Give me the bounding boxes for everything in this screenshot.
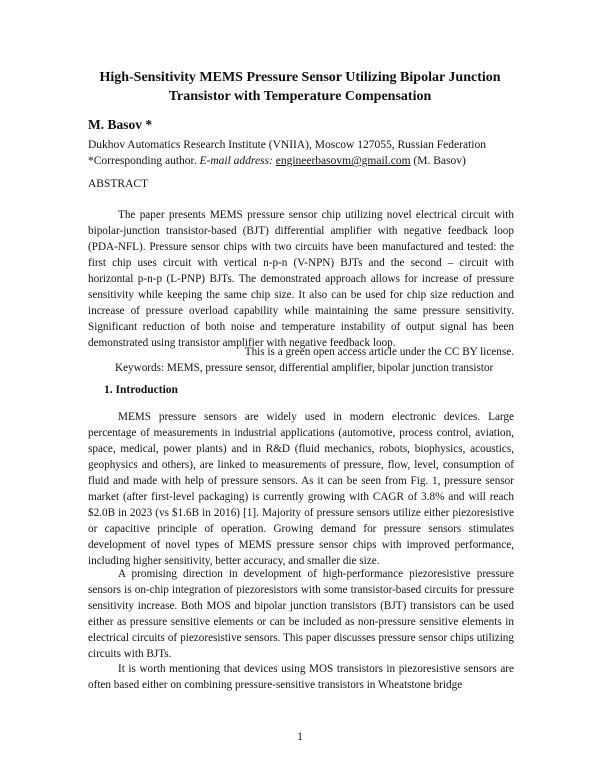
email-label: E-mail address: bbox=[199, 155, 276, 167]
intro-paragraph: A promising direction in development of high-performance piezoresistive pressure sensors is on-chip integration of piezoresistors with some transistor-based circuits for pressure sensitivity increase. Both MOS and bipolar junction transistors (BJT) transistors can be used either as pressure sensitive elements or can be included as non-pressure sensitive elements in electrical circuits of piezoresistive sensors. This paper discusses pressure sensor chips utilizing circuits with BJTs. bbox=[88, 568, 514, 660]
email-link[interactable]: engineerbasovm@gmail.com bbox=[275, 155, 411, 167]
abstract-heading: ABSTRACT bbox=[88, 178, 149, 190]
keywords: Keywords: MEMS, pressure sensor, differential amplifier, bipolar junction transistor bbox=[115, 362, 494, 374]
license-note: This is a green open access article under the CC BY license. bbox=[244, 346, 514, 358]
corresponding-prefix: *Corresponding author. bbox=[88, 155, 200, 167]
author-name: M. Basov * bbox=[88, 117, 153, 132]
page-number: 1 bbox=[297, 731, 303, 743]
corresponding-author-line bbox=[88, 153, 466, 169]
intro-paragraph: It is worth mentioning that devices using MOS transistors in piezoresistive sensors are often based either on combining pressure-sensitive transistors in Wheatstone bridge bbox=[88, 663, 514, 691]
author-affiliation: Dukhov Automatics Research Institute (VNIIA), Moscow 127055, Russian Federation bbox=[88, 139, 486, 151]
intro-paragraph: MEMS pressure sensors are widely used in modern electronic devices. Large percentage of measurements in industrial applications (automotive, process control, aviation, space, medical, power plants) and in R&D (fluid mechanics, robots, biophysics, acoustics, geophysics and others), are linked to measurements of pressure, flow, level, consumption of fluid and made with help of pressure sensors. As it can be seen from Fig. 1, pressure sensor market (after first-level packaging) is currently growing with CAGR of 3.8% and will reach $2.0B in 2023 (vs $1.6B in 2016) [1]. Majority of pressure sensors utilize either piezoresistive or capacitive principle of operation. Growing demand for pressure sensors stimulates development of novel types of MEMS pressure sensor chips with improved performance, including higher sensitivity, better accuracy, and smaller die size. bbox=[88, 411, 514, 567]
section-heading-introduction: 1. Introduction bbox=[104, 384, 178, 396]
abstract-text: The paper presents MEMS pressure sensor chip utilizing novel electrical circuit with bipolar-junction transistor-based (BJT) differential amplifier with negative feedback loop (PDA-NFL). Pressure sensor chips with two circuits have been manufactured and tested: the first chip uses circuit with vertical n-p-n (V-NPN) BJTs and the second – circuit with horizontal p-n-p (L-PNP) BJTs. The demonstrated approach allows for increase of pressure sensitivity while keeping the same chip size. It also can be used for chip size reduction and increase of pressure overload capability while maintaining the same pressure sensitivity. Significant reduction of both noise and temperature instability of output signal has been demonstrated using transistor amplifier with negative feedback loop. bbox=[88, 209, 514, 349]
corresponding-suffix: (M. Basov) bbox=[410, 155, 466, 167]
paper-title: High-Sensitivity MEMS Pressure Sensor Utilizing Bipolar Junction Transistor with Temperature Compensation bbox=[99, 70, 501, 104]
